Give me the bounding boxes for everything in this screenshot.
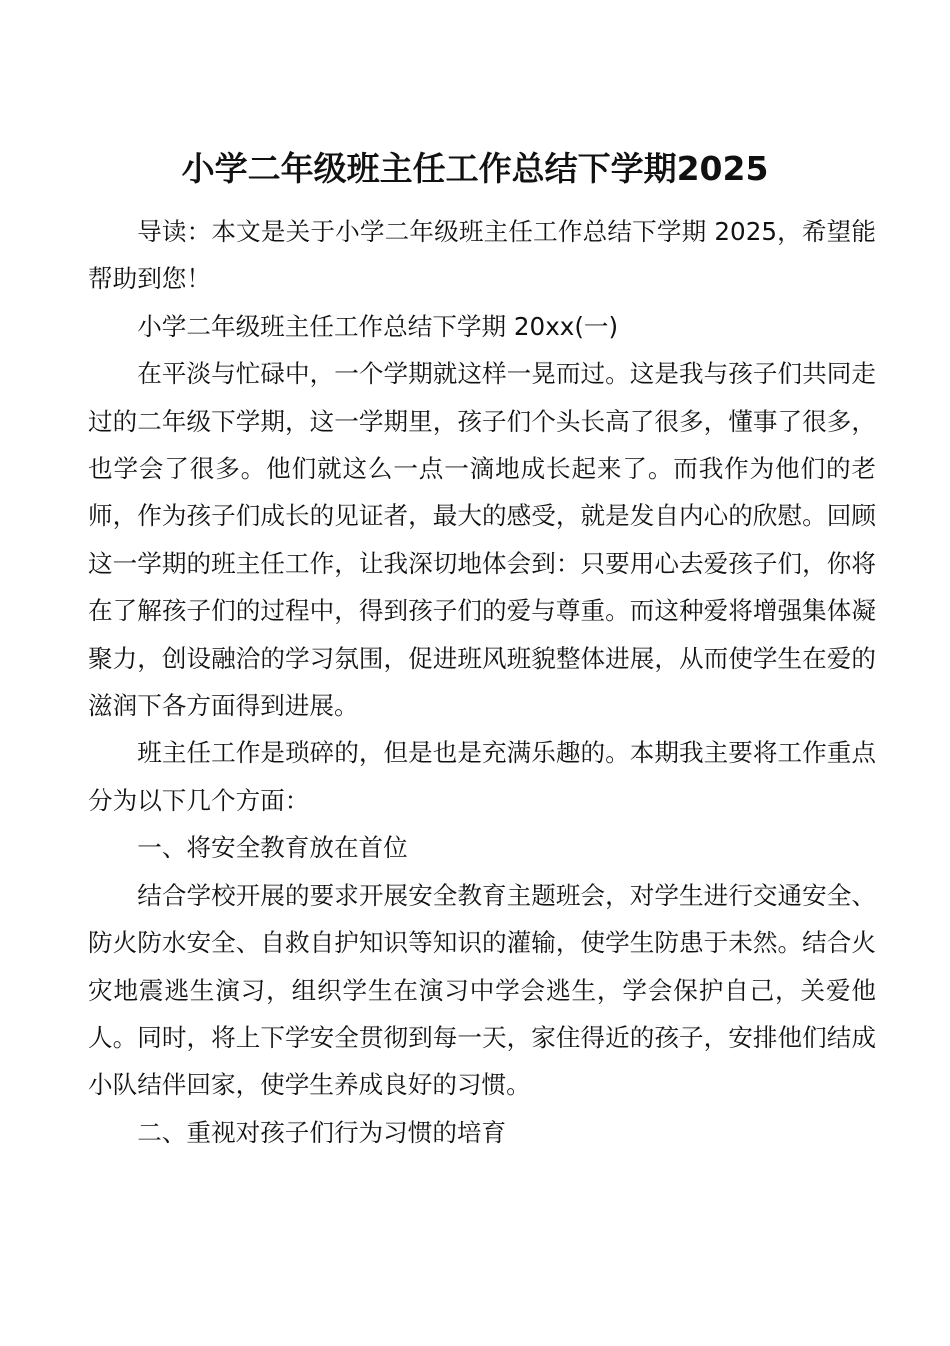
- section-heading: 二、重视对孩子们行为习惯的培育: [137, 1117, 507, 1147]
- section-heading: 一、将安全教育放在首位: [137, 833, 408, 863]
- intro-paragraph: 导读：本文是关于小学二年级班主任工作总结下学期 2025，希望能帮助到您！: [88, 217, 876, 294]
- document-body: [88, 208, 876, 1156]
- document-title: 小学二年级班主任工作总结下学期2025: [181, 149, 769, 188]
- section-subtitle: 小学二年级班主任工作总结下学期 20xx(一): [137, 311, 619, 341]
- body-paragraph: 结合学校开展的要求开展安全教育主题班会，对学生进行交通安全、防火防水安全、自救自护知识等知识的灌输，使学生防患于未然。结合火灾地震逃生演习，组织学生在演习中学会逃生，学会保护自己，关爱他人。同时，将上下学安全贯彻到每一天，家住得近的孩子，安排他们结成小队结伴回家，使学生养成良好的习惯。: [88, 880, 876, 1100]
- body-paragraph: 在平淡与忙碌中，一个学期就这样一晃而过。这是我与孩子们共同走过的二年级下学期，这一学期里，孩子们个头长高了很多，懂事了很多，也学会了很多。他们就这么一点一滴地成长起来了。而我作为他们的老师，作为孩子们成长的见证者，最大的感受，就是发自内心的欣慰。回顾这一学期的班主任工作，让我深切地体会到：只要用心去爱孩子们，你将在了解孩子们的过程中，得到孩子们的爱与尊重。而这种爱将增强集体凝聚力，创设融洽的学习氛围，促进班风班貌整体进展，从而使学生在爱的滋润下各方面得到进展。: [88, 359, 876, 721]
- body-paragraph: 班主任工作是琐碎的，但是也是充满乐趣的。本期我主要将工作重点分为以下几个方面：: [88, 738, 876, 815]
